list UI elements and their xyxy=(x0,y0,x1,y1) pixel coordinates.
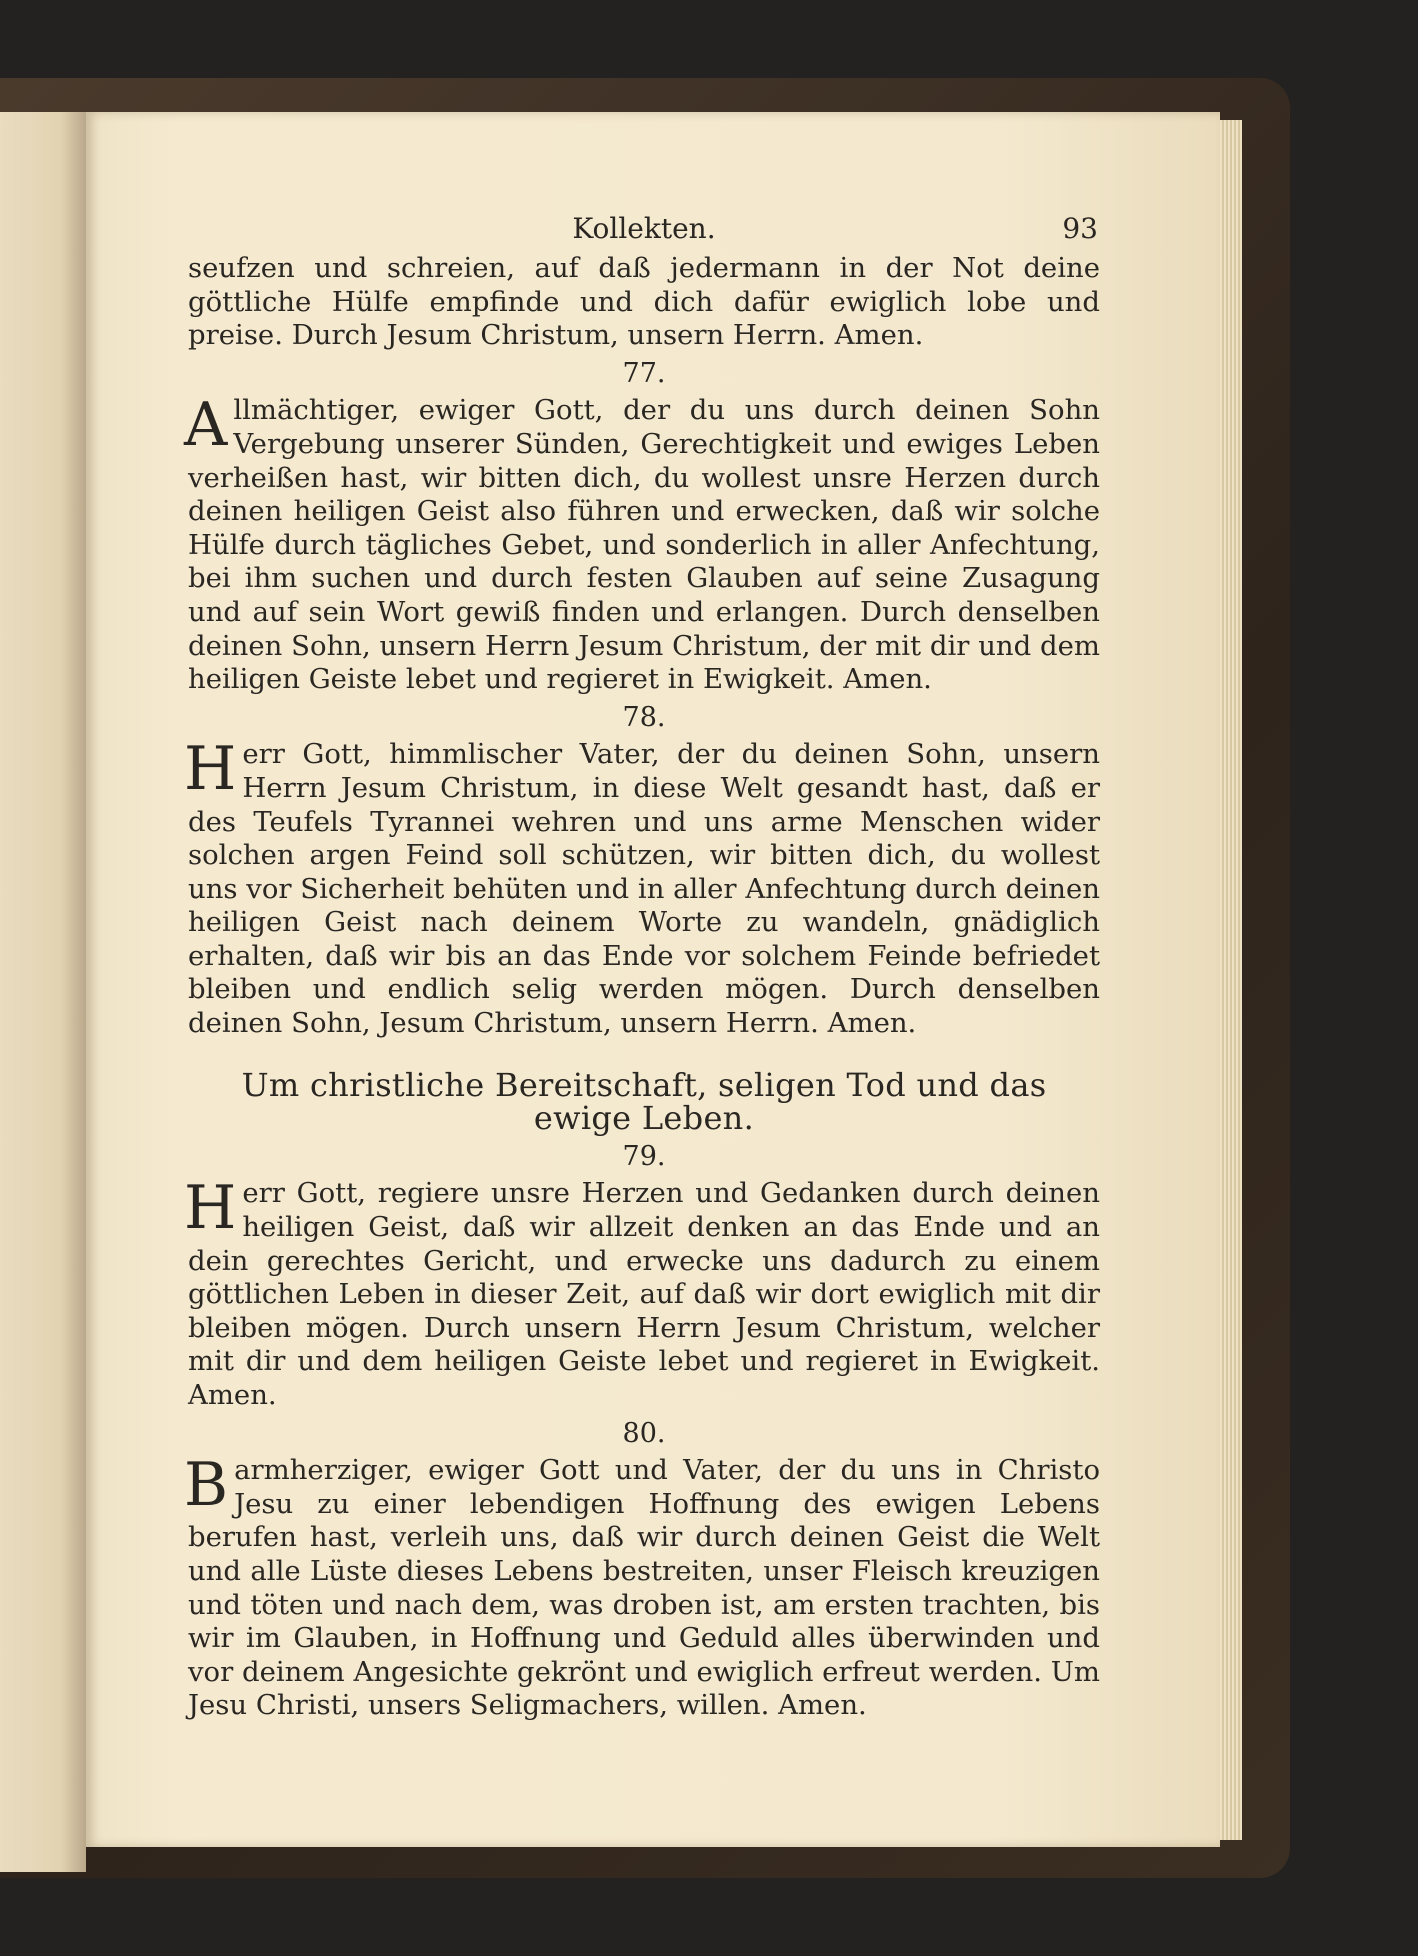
prayer-text: armherziger, ewiger Gott und Vater, der du uns in Christo Jesu zu einer lebendigen Hoffnung des ewigen Lebens berufen hast, verleih uns, daß wir durch deinen Geist die Welt und alle Lüste dieses Lebens bestreiten, unser Fleisch kreuzigen und töten und nach dem, was droben ist, am ersten trachten, bis wir im Glauben, in Hoffnung und Geduld alles überwinden und vor deinem Angesichte gekrönt und ewiglich erfreut werden. Um Jesu Christi, unsers Seligmachers, willen. Amen. xyxy=(188,1454,1100,1722)
facing-page-edge xyxy=(0,112,86,1872)
prayer-text: llmächtiger, ewiger Gott, der du uns durch deinen Sohn Vergebung unserer Sünden, Gerechtigkeit und ewiges Leben verheißen hast, wir bitten dich, du wollest unsre Herzen durch deinen heiligen Geist also führen und erwecken, daß wir solche Hülfe durch tägliches Gebet, und sonderlich in aller Anfechtung, bei ihm suchen und durch festen Glauben auf seine Zusagung und auf sein Wort gewiß finden und erlangen. Durch denselben deinen Sohn, unsern Herrn Jesum Christum, der mit dir und dem heiligen Geiste lebet und regieret in Ewigkeit. Amen. xyxy=(188,394,1100,696)
page-number: 93 xyxy=(1062,212,1098,245)
initial-letter: H xyxy=(184,734,237,805)
prayer-number-79: 79. xyxy=(622,1140,666,1172)
initial-letter: A xyxy=(184,390,228,461)
page-text xyxy=(184,212,1100,1723)
initial-letter: B xyxy=(184,1450,229,1521)
running-head xyxy=(188,212,1100,252)
prayer-text: err Gott, himmlischer Vater, der du deinen Sohn, unsern Herrn Jesum Christum, in diese Welt gesandt hast, daß er des Teufels Tyrannei wehren und uns arme Menschen wider solchen argen Feind soll schützen, wir bitten dich, du wollest uns vor Sicherheit behüten und in aller Anfechtung durch deinen heiligen Geist nach deinem Worte zu wandeln, gnädiglich erhalten, daß wir bis an das Ende vor solchem Feinde befriedet bleiben und endlich selig werden mögen. Durch denselben deinen Sohn, Jesum Christum, unsern Herrn. Amen. xyxy=(188,738,1100,1040)
prayer-80 xyxy=(184,1450,1100,1723)
continuation-paragraph: seufzen und schreien, auf daß jedermann in der Not deine göttliche Hülfe empfinde und dich dafür ewiglich lobe und preise. Durch Jesum Christum, unsern Herrn. Amen. xyxy=(188,252,1100,352)
page-stack-edge xyxy=(1220,120,1242,1840)
prayer-79 xyxy=(184,1173,1100,1412)
prayer-number-78: 78. xyxy=(622,701,666,733)
initial-letter: H xyxy=(184,1173,237,1244)
prayer-78 xyxy=(184,734,1100,1040)
section-heading: Um christliche Bereitschaft, seligen Tod und das ewige Leben. xyxy=(241,1065,1047,1138)
prayer-text: err Gott, regiere unsre Herzen und Gedanken durch deinen heiligen Geist, daß wir allzeit denken an das Ende und an dein gerechtes Gericht, und erwecke uns dadurch zu einem göttlichen Leben in dieser Zeit, auf daß wir dort ewiglich mit dir bleiben mögen. Durch unsern Herrn Jesum Christum, welcher mit dir und dem heiligen Geiste lebet und regieret in Ewigkeit. Amen. xyxy=(188,1177,1100,1411)
prayer-number-77: 77. xyxy=(622,357,666,389)
prayer-77 xyxy=(184,390,1100,696)
prayer-number-80: 80. xyxy=(622,1417,666,1449)
running-title: Kollekten. xyxy=(572,212,716,245)
